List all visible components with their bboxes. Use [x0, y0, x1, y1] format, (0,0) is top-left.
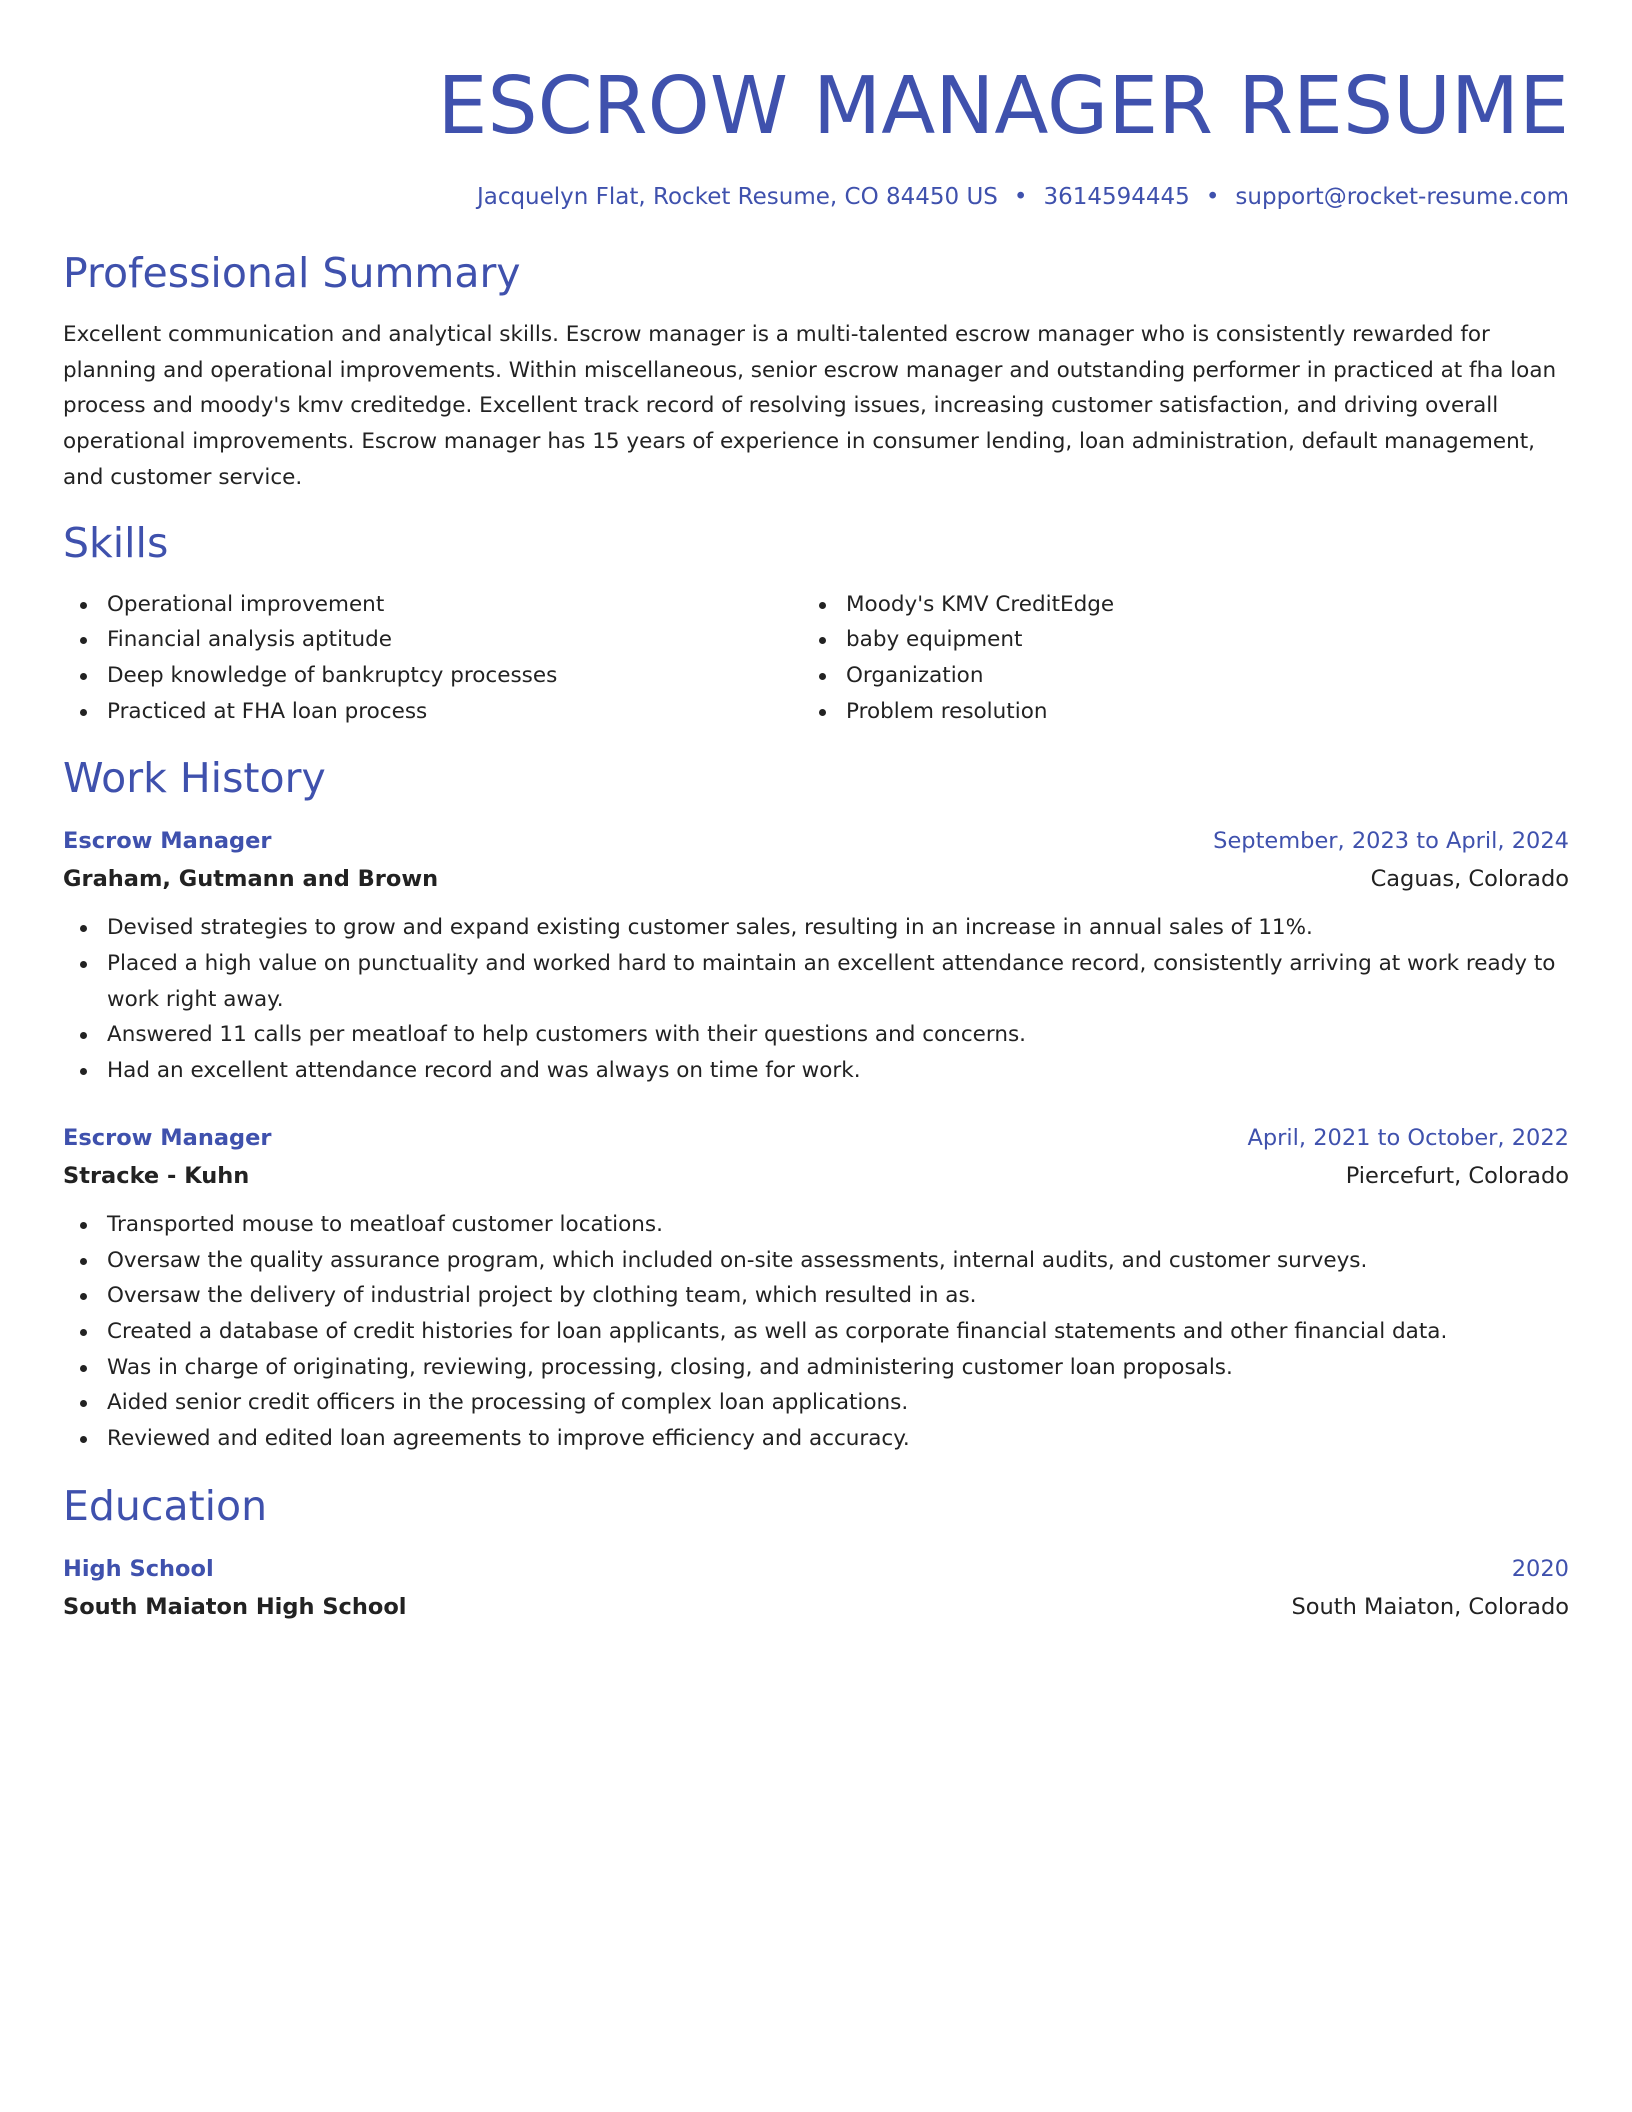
job-location: Caguas, Colorado [1370, 866, 1569, 893]
job-entry [63, 1119, 1569, 1457]
summary-text: Excellent communication and analytical skills. Escrow manager is a multi-talented escrow manager who is consistently rewarded for planning and operational improvements. Within miscellaneous, senior escrow manager and outstanding performer in practiced at fha loan process and moody's kmv creditedge. Excellent track record of resolving issues, increasing customer satisfaction, and driving overall operational improvements. Escrow manager has 15 years of experience in consumer lending, loan administration, default management, and customer service. [63, 322, 1557, 490]
section-heading-skills: Skills [63, 518, 169, 567]
contact-separator: • [1205, 184, 1220, 210]
contact-address: Jacquelyn Flat, Rocket Resume, CO 84450 US [476, 184, 998, 210]
skill-item: Organization [802, 658, 1541, 694]
job-bullet: Transported mouse to meatloaf customer locations. [63, 1207, 1569, 1243]
job-location: Piercefurt, Colorado [1345, 1162, 1569, 1189]
job-entry [63, 822, 1569, 1089]
work-history-section [63, 751, 1569, 1456]
education-location: South Maiaton, Colorado [1291, 1593, 1569, 1620]
job-bullet: Created a database of credit histories for loan applicants, as well as corporate financial statements and other financial data. [63, 1314, 1569, 1350]
contact-line [63, 180, 1569, 214]
job-bullet: Oversaw the quality assurance program, which included on-site assessments, internal audits, and customer surveys. [63, 1243, 1569, 1279]
education-degree: High School [63, 1555, 214, 1582]
job-title: Escrow Manager [63, 828, 272, 855]
education-school-row [63, 1588, 1569, 1626]
job-dates: September, 2023 to April, 2024 [1213, 828, 1569, 855]
job-bullet: Placed a high value on punctuality and worked hard to maintain an excellent attendance record, consistently arriving at work ready to work right away. [63, 946, 1569, 1017]
job-company-row [63, 860, 1569, 898]
education-section [63, 1479, 1569, 1626]
section-heading-work-history: Work History [63, 754, 326, 803]
job-bullet: Oversaw the delivery of industrial project by clothing team, which resulted in as. [63, 1278, 1569, 1314]
section-heading-summary: Professional Summary [63, 249, 521, 297]
education-year: 2020 [1511, 1555, 1569, 1582]
education-degree-row [63, 1550, 1569, 1588]
contact-phone: 3614594445 [1043, 184, 1190, 210]
job-bullet: Had an excellent attendance record and was always on time for work. [63, 1053, 1569, 1089]
skills-column-right [802, 587, 1541, 730]
job-title-row [63, 1119, 1569, 1157]
job-bullets [63, 1207, 1569, 1457]
skill-item: Financial analysis aptitude [63, 622, 802, 658]
professional-summary-section [63, 246, 1569, 496]
skill-item: Practiced at FHA loan process [63, 694, 802, 730]
job-company-row [63, 1157, 1569, 1195]
job-company: Stracke - Kuhn [63, 1162, 250, 1189]
job-bullet: Was in charge of originating, reviewing, processing, closing, and administering customer loan proposals. [63, 1350, 1569, 1386]
job-bullet: Answered 11 calls per meatloaf to help customers with their questions and concerns. [63, 1017, 1569, 1053]
contact-separator: • [1013, 184, 1028, 210]
skill-item: Moody's KMV CreditEdge [802, 587, 1541, 623]
job-bullet: Aided senior credit officers in the processing of complex loan applications. [63, 1385, 1569, 1421]
education-school: South Maiaton High School [63, 1593, 407, 1620]
job-bullet: Devised strategies to grow and expand existing customer sales, resulting in an increase in annual sales of 11%. [63, 910, 1569, 946]
skill-item: Deep knowledge of bankruptcy processes [63, 658, 802, 694]
skill-item: Problem resolution [802, 694, 1541, 730]
job-dates: April, 2021 to October, 2022 [1247, 1124, 1569, 1151]
skill-item: Operational improvement [63, 587, 802, 623]
job-title: Escrow Manager [63, 1124, 272, 1151]
job-bullets [63, 910, 1569, 1089]
skills-grid [63, 587, 1569, 730]
page-title: ESCROW MANAGER RESUME [437, 60, 1569, 152]
job-title-row [63, 822, 1569, 860]
section-heading-education: Education [63, 1481, 268, 1530]
skills-column-left [63, 587, 802, 730]
contact-email: support@rocket-resume.com [1235, 184, 1569, 210]
skill-item: baby equipment [802, 622, 1541, 658]
education-entry [63, 1550, 1569, 1626]
skills-section [63, 516, 1569, 730]
job-bullet: Reviewed and edited loan agreements to improve efficiency and accuracy. [63, 1421, 1569, 1457]
job-company: Graham, Gutmann and Brown [63, 866, 439, 893]
resume-header [63, 56, 1569, 214]
